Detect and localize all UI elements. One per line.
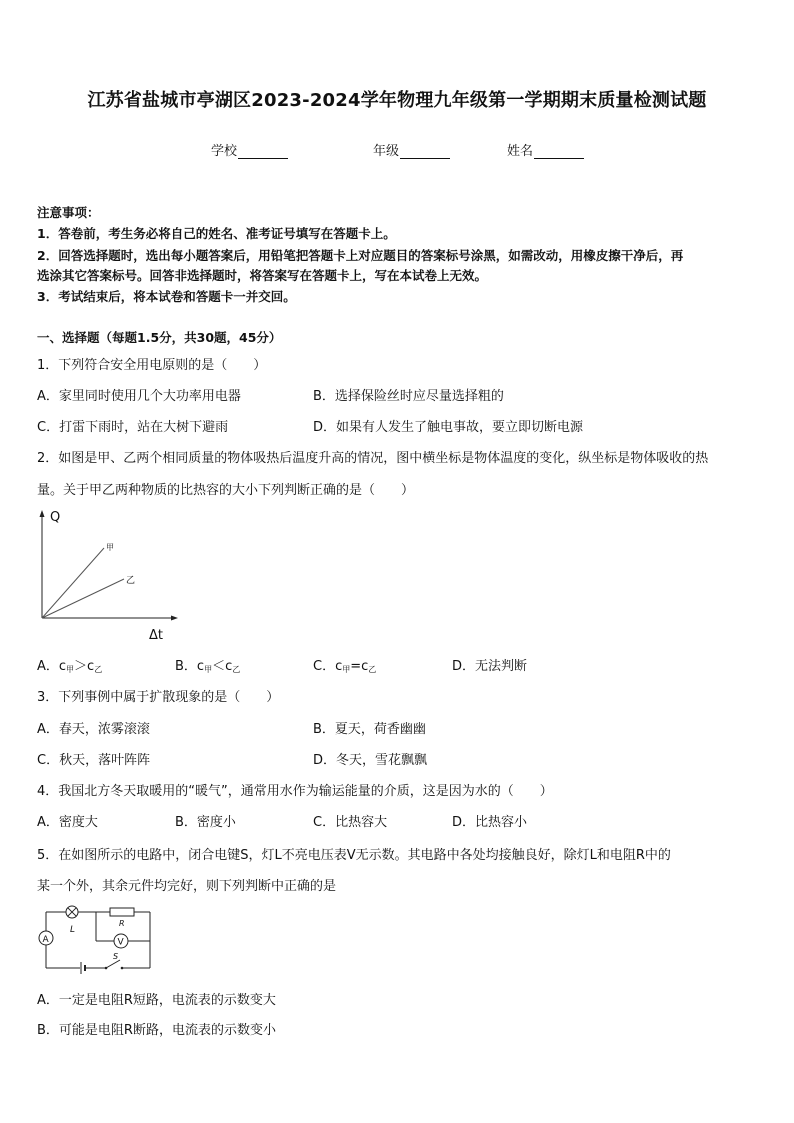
q1-stem: 1．下列符合安全用电原则的是（ ） bbox=[37, 358, 267, 373]
school-blank[interactable] bbox=[238, 144, 288, 159]
resistor-label: R bbox=[119, 919, 125, 928]
graph-line-jia bbox=[42, 548, 104, 618]
page-title: 江苏省盐城市亭湖区2023-2024学年物理九年级第一学期期末质量检测试题 bbox=[87, 90, 707, 111]
notice-line-2: 2．回答选择题时，选出每小题答案后，用铅笔把答题卡上对应题目的答案标号涂黑，如需改动，用橡皮擦干净后，再 bbox=[37, 248, 684, 263]
grade-blank[interactable] bbox=[400, 144, 450, 159]
q2-option-b[interactable]: B．$c_甲<c_乙$ bbox=[175, 659, 241, 674]
name-field[interactable] bbox=[507, 140, 584, 159]
notice-line-3: 选涂其它答案标号。回答非选择题时，将答案写在答题卡上，写在本试卷上无效。 bbox=[37, 268, 488, 283]
q4-option-d[interactable]: D．比热容小 bbox=[452, 815, 528, 830]
graph-x-label: Δt bbox=[149, 628, 163, 643]
q1-option-a[interactable]: A．家里同时使用几个大功率用电器 bbox=[37, 389, 241, 404]
q4-option-c[interactable]: C．比热容大 bbox=[313, 815, 388, 830]
ammeter-label: A bbox=[42, 935, 49, 945]
resistor-icon bbox=[110, 908, 134, 916]
name-blank[interactable] bbox=[534, 144, 584, 159]
q4-option-a[interactable]: A．密度大 bbox=[37, 815, 98, 830]
q3-option-b[interactable]: B．夏天，荷香幽幽 bbox=[313, 722, 426, 737]
grade-field[interactable] bbox=[373, 140, 450, 159]
q3-option-d[interactable]: D．冬天，雪花飘飘 bbox=[313, 753, 428, 768]
notice-heading: 注意事项： bbox=[37, 205, 100, 220]
q5-option-b[interactable]: B．可能是电阻R断路，电流表的示数变小 bbox=[37, 1023, 276, 1038]
q5-stem-line-1: 5．在如图所示的电路中，闭合电键S，灯L不亮电压表V无示数。其电路中各处均接触良好，除灯L和电阻R中的 bbox=[37, 848, 671, 863]
graph-line1-label: 甲 bbox=[106, 543, 114, 552]
name-label: 姓名 bbox=[507, 144, 534, 159]
q2-option-c[interactable]: C．$c_甲=c_乙$ bbox=[313, 659, 377, 674]
q1-option-d[interactable]: D．如果有人发生了触电事故，要立即切断电源 bbox=[313, 420, 584, 435]
grade-label: 年级 bbox=[373, 144, 400, 159]
q2-option-d[interactable]: D．无法判断 bbox=[452, 659, 528, 674]
q2-stem-line-1: 2．如图是甲、乙两个相同质量的物体吸热后温度升高的情况，图中横坐标是物体温度的变化，纵坐标是物体吸收的热 bbox=[37, 451, 709, 466]
q4-stem: 4．我国北方冬天取暖用的“暖气”，通常用水作为输运能量的介质，这是因为水的（ ） bbox=[37, 784, 553, 799]
notice-line-4: 3．考试结束后，将本试卷和答题卡一并交回。 bbox=[37, 289, 296, 304]
notice-line-1: 1．答卷前，考生务必将自己的姓名、准考证号填写在答题卡上。 bbox=[37, 226, 396, 241]
q1-option-c[interactable]: C．打雷下雨时，站在大树下避雨 bbox=[37, 420, 229, 435]
q2-option-a[interactable]: A．$c_甲>c_乙$ bbox=[37, 659, 103, 674]
q5-option-a[interactable]: A．一定是电阻R短路，电流表的示数变大 bbox=[37, 993, 276, 1008]
q2-graph bbox=[30, 505, 190, 645]
switch-label: S bbox=[113, 952, 119, 961]
school-field[interactable] bbox=[211, 140, 288, 159]
school-label: 学校 bbox=[211, 144, 238, 159]
q2-stem-line-2: 量。关于甲乙两种物质的比热容的大小下列判断正确的是（ ） bbox=[37, 483, 415, 498]
q3-option-c[interactable]: C．秋天，落叶阵阵 bbox=[37, 753, 151, 768]
lamp-label: L bbox=[70, 925, 76, 935]
q3-option-a[interactable]: A．春天，浓雾滚滚 bbox=[37, 722, 150, 737]
q4-option-b[interactable]: B．密度小 bbox=[175, 815, 236, 830]
section-heading: 一、选择题（每题1.5分，共30题，45分） bbox=[37, 330, 282, 345]
q1-option-b[interactable]: B．选择保险丝时应尽量选择粗的 bbox=[313, 389, 504, 404]
voltmeter-label: V bbox=[117, 937, 124, 948]
q3-stem: 3．下列事例中属于扩散现象的是（ ） bbox=[37, 690, 280, 705]
q5-circuit bbox=[34, 900, 159, 978]
graph-y-label: Q bbox=[50, 510, 61, 525]
graph-line-yi bbox=[42, 579, 124, 618]
q5-stem-line-2: 某一个外，其余元件均完好，则下列判断中正确的是 bbox=[37, 879, 337, 894]
graph-line2-label: 乙 bbox=[126, 576, 136, 586]
